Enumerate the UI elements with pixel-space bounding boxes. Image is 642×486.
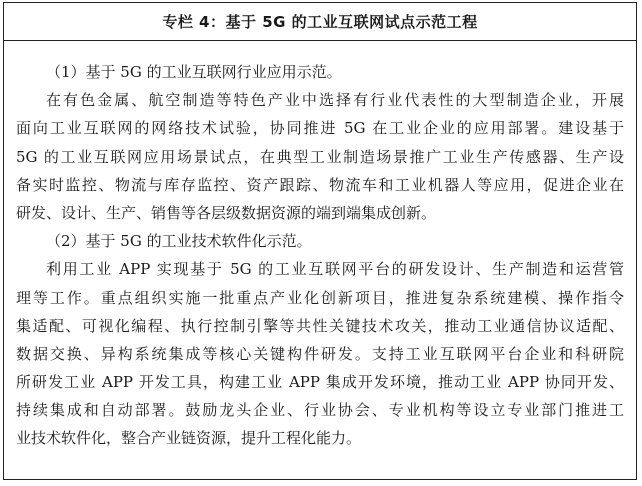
text-line: 研发、设计、生产、销售等各层级数据资源的端到端集成创新。 xyxy=(16,203,437,222)
text-line: 面向工业互联网的网络技术试验，协同推进 5G 在工业企业的应用部署。建设基于 xyxy=(16,119,624,138)
box-title: 专栏 4：基于 5G 的工业互联网试点示范工程 xyxy=(162,13,478,31)
text-line: 理等工作。重点组织实施一批重点产业化创新项目，推进复杂系统建模、操作指令 xyxy=(16,288,624,307)
box-title-bar xyxy=(4,3,636,41)
text-line: 利用工业 APP 实现基于 5G 的工业互联网平台的研发设计、生产制造和运营管 xyxy=(46,260,624,279)
subheading-2: （2）基于 5G 的工业技术软件化示范。 xyxy=(46,232,312,251)
text-line: 持续集成和自动部署。鼓励龙头企业、行业协会、专业机构等设立专业部门推进工 xyxy=(16,401,624,420)
text-line: 备实时监控、物流与库存监控、资产跟踪、物流车和工业机器人等应用，促进企业在 xyxy=(16,175,624,194)
text-line: 在有色金属、航空制造等特色产业中选择有行业代表性的大型制造企业，开展 xyxy=(46,91,624,110)
text-line: 集适配、可视化编程、执行控制引擎等共性关键技术攻关，推动工业通信协议适配、 xyxy=(16,316,624,335)
text-line: 数据交换、异构系统集成等核心关键构件研发。支持工业互联网平台企业和科研院 xyxy=(16,344,624,363)
text-line: 所研发工业 APP 开发工具，构建工业 APP 集成开发环境，推动工业 APP 协同开发、 xyxy=(16,373,624,392)
box-content xyxy=(4,41,636,453)
subheading-1: （1）基于 5G 的工业互联网行业应用示范。 xyxy=(46,63,342,81)
feature-box xyxy=(3,2,637,480)
text-line: 业技术软件化，整合产业链资源，提升工程化能力。 xyxy=(16,429,362,448)
text-line: 5G 的工业互联网应用场景试点，在典型工业制造场景推广工业生产传感器、生产设 xyxy=(16,147,624,166)
